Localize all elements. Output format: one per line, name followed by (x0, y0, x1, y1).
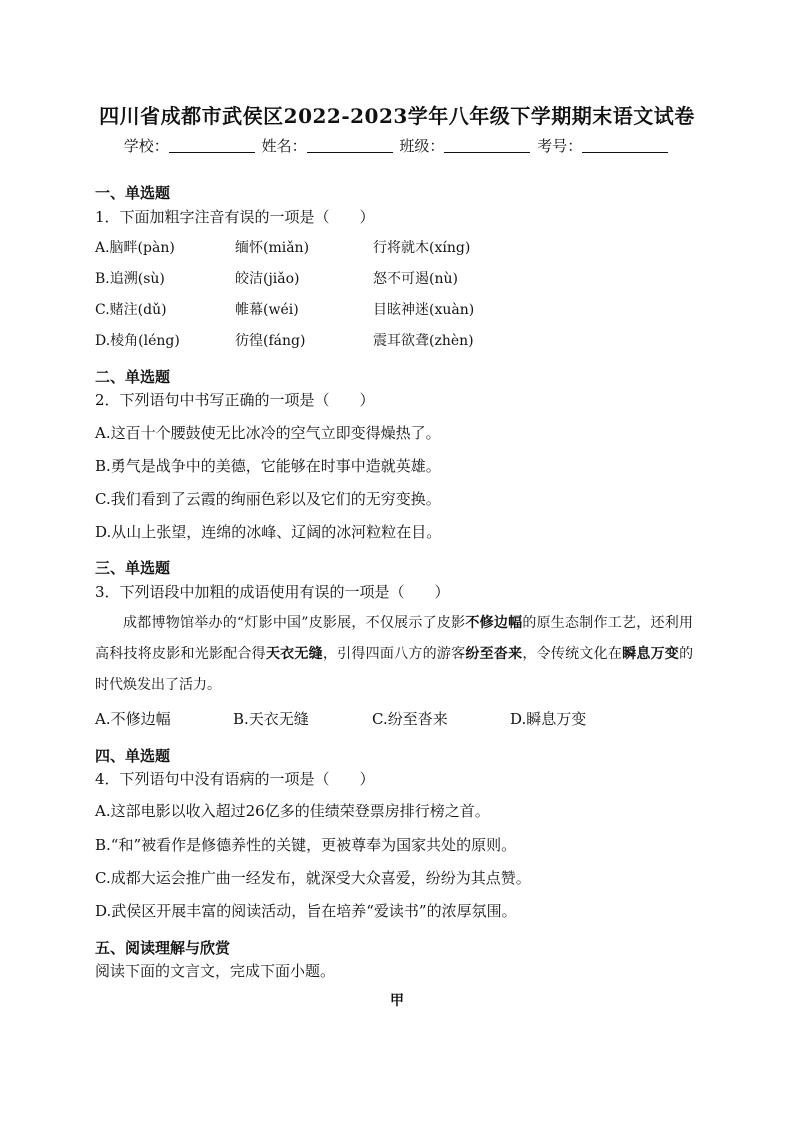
idiom-fen-zhi-ta-lai: 纷至沓来 (465, 646, 523, 662)
class-blank[interactable] (444, 138, 530, 153)
q1-option-d-2: 彷徨(fáng) (235, 333, 306, 349)
q4-option-a: A.这部电影以收入超过26亿多的佳绩荣登票房排行榜之首。 (95, 802, 490, 820)
q1-option-c-1: C.赌注(dǔ) (95, 302, 167, 318)
q1-option-c-2: 帷幕(wéi) (235, 302, 299, 318)
q1-option-a-3: 行将就木(xíng) (373, 240, 471, 256)
class-label: 班级： (399, 137, 445, 155)
q1-option-a-1: A.脑畔(pàn) (95, 240, 175, 256)
q2-option-c: C.我们看到了云霞的绚丽色彩以及它们的无穷变换。 (95, 490, 441, 508)
passage-text-4: ，令传统文化在 (522, 646, 623, 662)
q2-option-b: B.勇气是战争中的美德，它能够在时事中造就英雄。 (95, 457, 441, 475)
q2-option-a: A.这百十个腰鼓使无比冰冷的空气立即变得燥热了。 (95, 424, 441, 442)
name-blank[interactable] (307, 138, 393, 153)
section-heading-4: 四、单选题 (95, 747, 171, 765)
q4-option-b: B.“和”被看作是修德养性的关键，更被尊奉为国家共处的原则。 (95, 836, 517, 854)
q4-option-c: C.成都大运会推广曲一经发布，就深受大众喜爱，纷纷为其点赞。 (95, 869, 531, 887)
passage-text-1: 成都博物馆举办的“灯影中国”皮影展，不仅展示了皮影 (123, 615, 466, 631)
q1-option-b-1: B.追溯(sù) (95, 271, 165, 287)
section-heading-1: 一、单选题 (95, 184, 171, 202)
section-heading-3: 三、单选题 (95, 559, 171, 577)
student-info-line (0, 135, 794, 156)
question-2: 2．下列语句中书写正确的一项是（ ） (95, 391, 375, 409)
number-label: 考号： (537, 137, 583, 155)
q3-option-b: B.天衣无缝 (233, 710, 309, 728)
q3-passage (95, 608, 693, 701)
idiom-tian-yi-wu-feng: 天衣无缝 (265, 646, 323, 662)
idiom-shun-xi-wan-bian: 瞬息万变 (622, 646, 680, 662)
reading-instruction: 阅读下面的文言文，完成下面小题。 (95, 962, 336, 980)
school-blank[interactable] (169, 138, 255, 153)
passage-text-5: 的时代焕发出了活力。 (95, 646, 694, 693)
q1-option-b-3: 怒不可遏(nù) (373, 271, 458, 287)
name-label: 姓名： (261, 137, 307, 155)
q2-option-d: D.从山上张望，连绵的冰峰、辽阔的冰河粒粒在目。 (95, 523, 442, 541)
section-heading-5: 五、阅读理解与欣赏 (95, 939, 231, 957)
q3-option-d: D.瞬息万变 (510, 710, 587, 728)
school-label: 学校： (123, 137, 169, 155)
q1-option-a-2: 缅怀(miǎn) (235, 240, 310, 256)
page-title: 四川省成都市武侯区2022-2023学年八年级下学期期末语文试卷 (99, 104, 695, 128)
number-blank[interactable] (582, 138, 668, 153)
q1-option-d-3: 震耳欲聋(zhèn) (373, 333, 474, 349)
question-1: 1．下面加粗字注音有误的一项是（ ） (95, 208, 375, 226)
question-4: 4．下列语句中没有语病的一项是（ ） (95, 770, 375, 788)
passage-label-jia: 甲 (390, 993, 404, 1009)
passage-text-2: 的原生态制作工艺，还利用高科技将皮影和光影配合得 (95, 615, 693, 662)
q3-option-a: A.不修边幅 (95, 710, 171, 728)
passage-text-3: ，引得四面八方的游客 (322, 646, 466, 662)
question-3: 3．下列语段中加粗的成语使用有误的一项是（ ） (95, 583, 450, 601)
idiom-bu-xiu-bian-fu: 不修边幅 (465, 615, 523, 631)
q1-option-d-1: D.棱角(léng) (95, 333, 180, 349)
q1-option-c-3: 目眩神迷(xuàn) (373, 302, 475, 318)
q1-option-b-2: 皎洁(jiǎo) (235, 271, 300, 287)
q4-option-d: D.武侯区开展丰富的阅读活动，旨在培养“爱读书”的浓厚氛围。 (95, 902, 517, 920)
section-heading-2: 二、单选题 (95, 368, 171, 386)
q3-option-c: C.纷至沓来 (372, 710, 448, 728)
